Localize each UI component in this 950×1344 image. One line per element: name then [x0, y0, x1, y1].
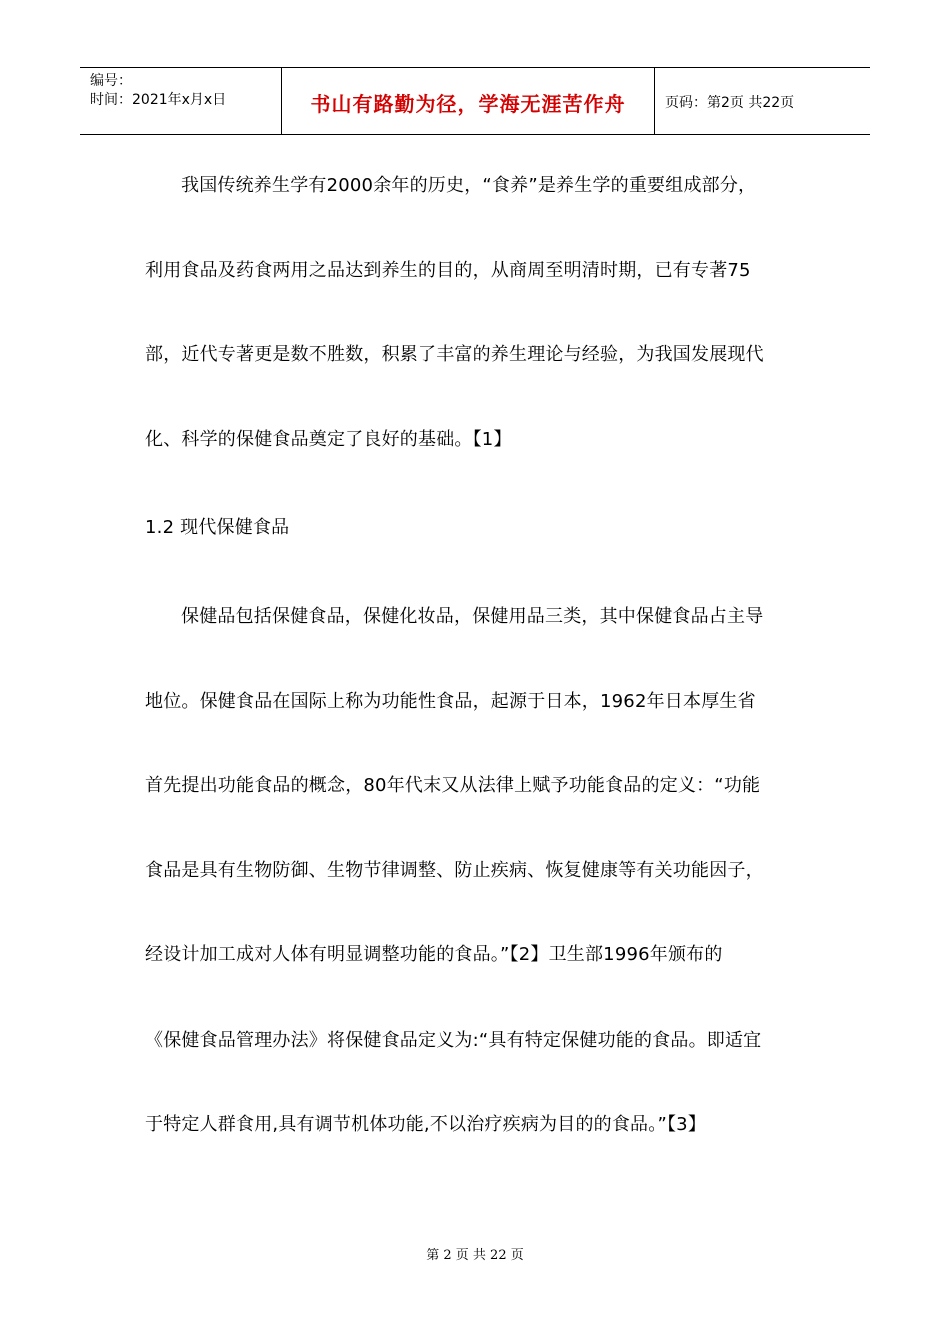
page-header [80, 67, 870, 135]
paragraph-line: 保健品包括保健食品，保健化妆品，保健用品三类，其中保健食品占主导 [181, 606, 764, 627]
header-meta-cell [80, 68, 281, 134]
paragraph-line: 化、科学的保健食品奠定了良好的基础。【1】 [145, 429, 512, 450]
header-motto-cell [281, 68, 655, 134]
paragraph-line: 我国传统养生学有2000余年的历史，“食养”是养生学的重要组成部分， [181, 175, 757, 196]
paragraph-line: 首先提出功能食品的概念，80年代末又从法律上赋予功能食品的定义：“功能 [145, 775, 761, 796]
motto-text: 书山有路勤为径，学海无涯苦作舟 [310, 92, 626, 116]
paragraph-line: 经设计加工成对人体有明显调整功能的食品。”【2】卫生部1996年颁布的 [145, 944, 723, 965]
section-heading: 1.2 现代保健食品 [145, 517, 290, 538]
time-label: 时间：2021年x月x日 [90, 92, 227, 108]
paragraph-line: 《保健食品管理办法》将保健食品定义为:“具有特定保健功能的食品。即适宜 [145, 1030, 762, 1051]
paragraph-line: 部，近代专著更是数不胜数，积累了丰富的养生理论与经验，为我国发展现代 [145, 344, 764, 365]
paragraph-line: 利用食品及药食两用之品达到养生的目的，从商周至明清时期，已有专著75 [145, 260, 751, 281]
paragraph-line: 地位。保健食品在国际上称为功能性食品，起源于日本，1962年日本厚生省 [145, 691, 756, 712]
header-page-cell [655, 68, 870, 134]
paragraph-line: 食品是具有生物防御、生物节律调整、防止疾病、恢复健康等有关功能因子， [145, 860, 764, 881]
page-info: 页码：第2页 共22页 [665, 95, 795, 111]
paragraph-line: 于特定人群食用,具有调节机体功能,不以治疗疾病为目的的食品。”【3】 [145, 1114, 707, 1135]
number-label: 编号： [90, 73, 132, 89]
page-footer: 第 2 页 共 22 页 [426, 1248, 524, 1263]
